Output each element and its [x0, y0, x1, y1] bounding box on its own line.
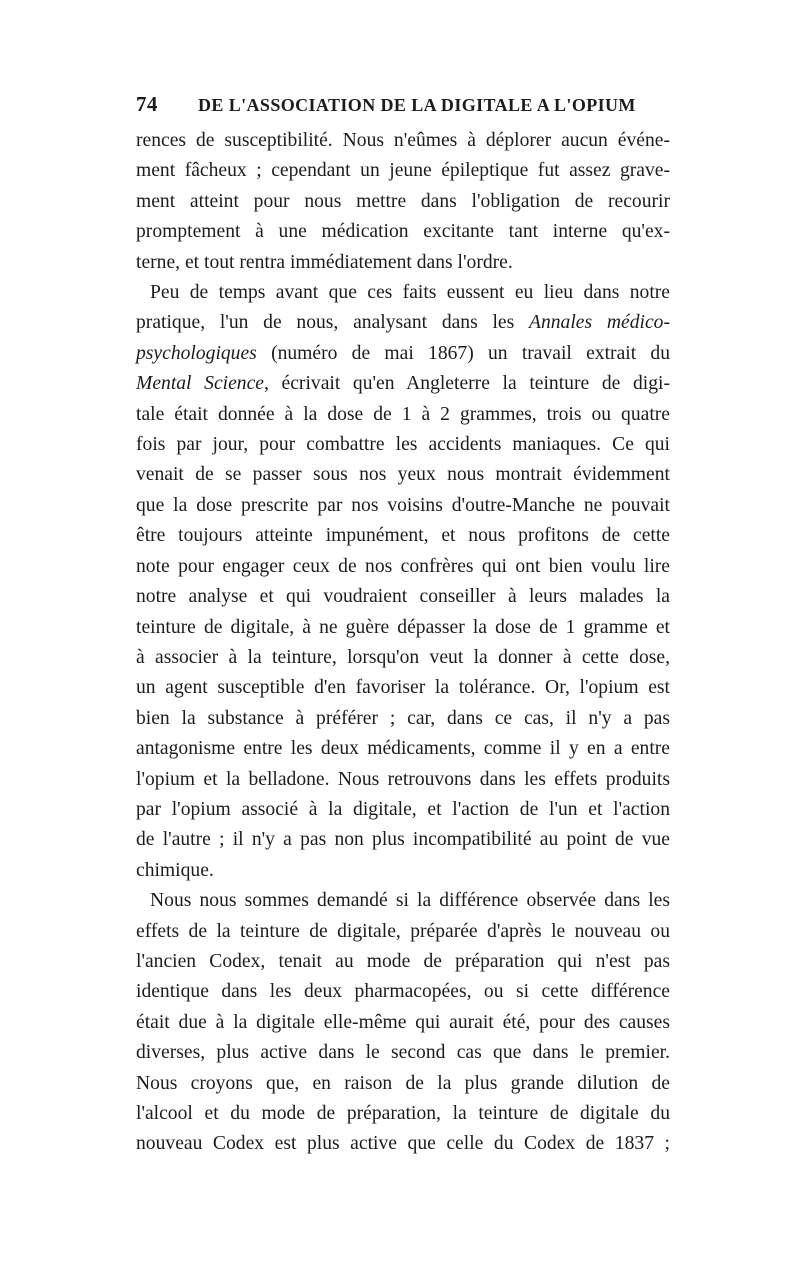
text-line: de l'autre ; il n'y a pas non plus incompatibilité au point de vue — [136, 829, 670, 851]
journal-title-italic-cont: psychologiques — [136, 342, 257, 364]
text-line: antagonisme entre les deux médicaments, comme il y en a entre — [136, 738, 670, 760]
text-line: par l'opium associé à la digitale, et l'action de l'un et l'action — [136, 798, 670, 820]
text-line: était due à la digitale elle-même qui aurait été, pour des causes — [136, 1011, 670, 1033]
text-line: tale était donnée à la dose de 1 à 2 grammes, trois ou quatre — [136, 403, 670, 425]
text-line: à associer à la teinture, lorsqu'on veut la donner à cette dose, — [136, 646, 670, 668]
text-line: ment atteint pour nous mettre dans l'obligation de recourir — [136, 190, 670, 212]
text-line: que la dose prescrite par nos voisins d'outre-Manche ne pouvait — [136, 494, 670, 516]
text-line: Peu de temps avant que ces faits eussent eu lieu dans notre — [150, 282, 670, 304]
journal-name-italic: Mental Science — [136, 373, 264, 395]
text-line: bien la substance à préférer ; car, dans ce cas, il n'y a pas — [136, 707, 670, 729]
text-line: un agent susceptible d'en favoriser la tolérance. Or, l'opium est — [136, 677, 670, 699]
text-line: fois par jour, pour combattre les accidents maniaques. Ce qui — [136, 434, 670, 456]
text-line: ment fâcheux ; cependant un jeune épileptique fut assez grave- — [136, 160, 670, 182]
text-line: identique dans les deux pharmacopées, ou si cette différence — [136, 981, 670, 1003]
text-line: diverses, plus active dans le second cas que dans le premier. — [136, 1042, 670, 1064]
text-line-with-italic — [136, 339, 670, 369]
page-number: 74 — [136, 92, 158, 116]
text-line: être toujours atteinte impunément, et nous profitons de cette — [136, 525, 670, 547]
text-line: teinture de digitale, à ne guère dépasser la dose de 1 gramme et — [136, 616, 670, 638]
journal-title-italic: Annales médico- — [529, 312, 670, 334]
text-line-with-italic — [136, 369, 670, 399]
running-title: DE L'ASSOCIATION DE LA DIGITALE A L'OPIUM — [198, 95, 636, 115]
text-line: l'opium et la belladone. Nous retrouvons dans les effets produits — [136, 768, 670, 790]
paragraph-3 — [136, 886, 670, 1160]
text-line: effets de la teinture de digitale, préparée d'après le nouveau ou — [136, 920, 670, 942]
text-line: Nous croyons que, en raison de la plus grande dilution de — [136, 1072, 670, 1094]
text-line: Nous nous sommes demandé si la différence observée dans les — [150, 890, 670, 912]
text-line: chimique. — [136, 859, 214, 881]
text-line: promptement à une médication excitante tant interne qu'ex- — [136, 221, 670, 243]
text-segment: , écrivait qu'en Angleterre la teinture de digi- — [263, 373, 670, 395]
text-line: note pour engager ceux de nos confrères qui ont bien voulu lire — [136, 555, 670, 577]
paragraph-2 — [136, 278, 670, 886]
text-line-with-italic — [136, 308, 670, 338]
text-line: l'ancien Codex, tenait au mode de préparation qui n'est pas — [136, 950, 670, 972]
text-segment: (numéro de mai 1867) un travail extrait du — [271, 342, 670, 364]
text-line: l'alcool et du mode de préparation, la teinture de digitale du — [136, 1103, 670, 1124]
text-line: nouveau Codex est plus active que celle du Codex de 1837 ; — [136, 1133, 670, 1155]
text-line: rences de susceptibilité. Nous n'eûmes à déplorer aucun événe- — [136, 130, 670, 151]
running-header — [136, 92, 670, 126]
text-segment: pratique, l'un de nous, analysant dans les — [136, 312, 515, 334]
paragraph-1 — [136, 126, 670, 278]
document-page — [136, 92, 670, 1160]
text-line: terne, et tout rentra immédiatement dans l'ordre. — [136, 251, 513, 273]
text-line: notre analyse et qui voudraient conseiller à leurs malades la — [136, 586, 670, 608]
text-line: venait de se passer sous nos yeux nous montrait évidemment — [136, 464, 670, 486]
